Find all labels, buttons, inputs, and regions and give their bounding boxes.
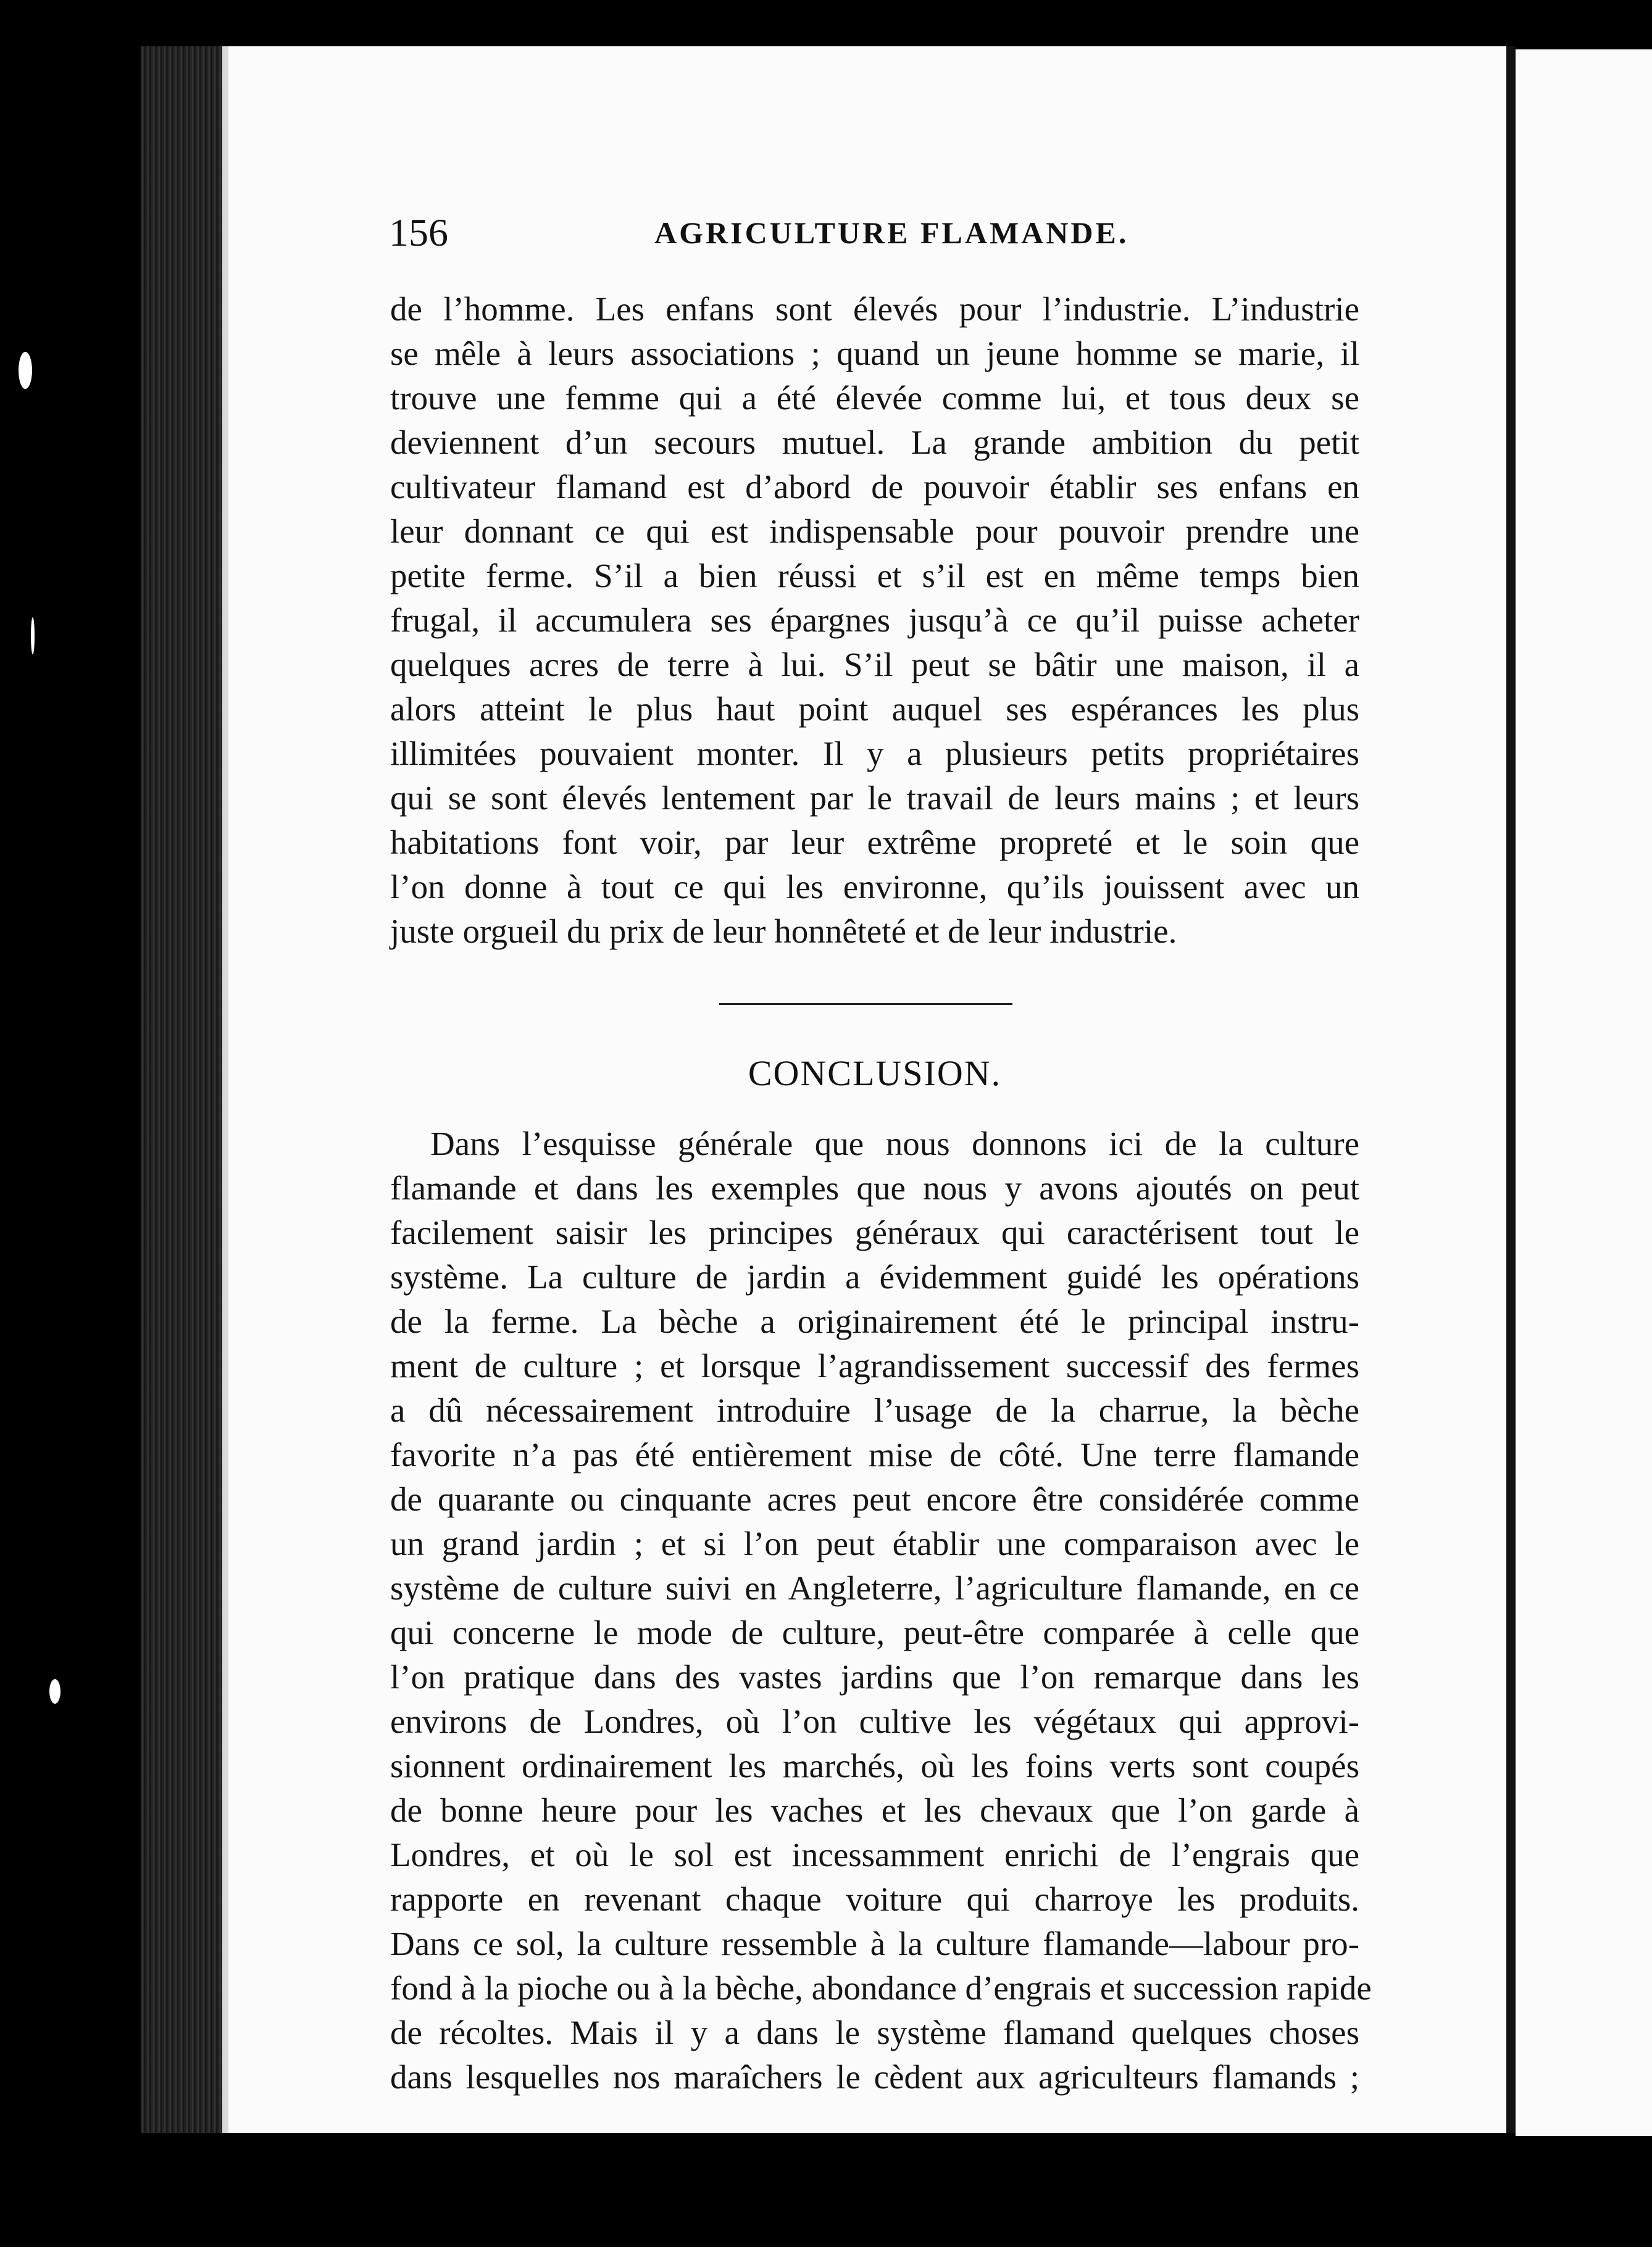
text-line: Dans ce sol, la culture ressemble à la culture flamande—labour pro- bbox=[390, 1925, 1359, 1962]
text-line: l’on pratique dans des vastes jardins que l’on remarque dans les bbox=[390, 1658, 1359, 1696]
scan-speck bbox=[31, 617, 35, 654]
text-line: Dans l’esquisse générale que nous donnons ici de la culture bbox=[430, 1125, 1359, 1162]
text-line: fond à la pioche ou à la bèche, abondance d’engrais et succession rapide bbox=[390, 1969, 1372, 2007]
text-line: de récoltes. Mais il y a dans le système flamand quelques choses bbox=[390, 2014, 1359, 2051]
text-line: se mêle à leurs associations ; quand un jeune homme se marie, il bbox=[390, 335, 1359, 372]
text-line: qui se sont élevés lentement par le travail de leurs mains ; et leurs bbox=[390, 779, 1359, 817]
text-line: favorite n’a pas été entièrement mise de côté. Une terre flamande bbox=[390, 1436, 1359, 1474]
text-line: alors atteint le plus haut point auquel ses espérances les plus bbox=[390, 690, 1359, 728]
text-line: système. La culture de jardin a évidemment guidé les opérations bbox=[390, 1258, 1359, 1296]
body-paragraph-2 bbox=[390, 1122, 1372, 2099]
scan-speck bbox=[19, 352, 32, 389]
section-heading: CONCLUSION. bbox=[748, 1053, 1002, 1093]
facing-page-edge bbox=[1516, 49, 1652, 2136]
text-line: rapporte en revenant chaque voiture qui charroye les produits. bbox=[390, 1880, 1359, 1918]
text-line: de bonne heure pour les vaches et les chevaux que l’on garde à bbox=[390, 1791, 1359, 1829]
text-line: trouve une femme qui a été élevée comme lui, et tous deux se bbox=[390, 379, 1359, 417]
text-line: quelques acres de terre à lui. S’il peut se bâtir une maison, il a bbox=[390, 646, 1359, 683]
running-head bbox=[389, 210, 1377, 265]
book-page-edges bbox=[141, 46, 233, 2133]
section-divider bbox=[719, 1003, 1012, 1005]
running-title: AGRICULTURE FLAMANDE. bbox=[654, 215, 1129, 250]
text-line: de quarante ou cinquante acres peut encore être considérée comme bbox=[390, 1480, 1359, 1518]
text-line: dans lesquelles nos maraîchers le cèdent aux agriculteurs flamands ; bbox=[390, 2058, 1359, 2096]
gutter-shadow bbox=[1506, 46, 1516, 2133]
text-line: habitations font voir, par leur extrême propreté et le soin que bbox=[390, 823, 1359, 861]
text-line: cultivateur flamand est d’abord de pouvoir établir ses enfans en bbox=[390, 468, 1359, 506]
text-line: flamande et dans les exemples que nous y avons ajoutés on peut bbox=[390, 1169, 1359, 1207]
text-line: environs de Londres, où l’on cultive les végétaux qui approvi- bbox=[390, 1703, 1359, 1740]
text-line: frugal, il accumulera ses épargnes jusqu’à ce qu’il puisse acheter bbox=[390, 601, 1359, 639]
text-line: petite ferme. S’il a bien réussi et s’il est en même temps bien bbox=[390, 557, 1359, 594]
text-line: sionnent ordinairement les marchés, où les foins verts sont coupés bbox=[390, 1747, 1359, 1785]
text-line: leur donnant ce qui est indispensable pour pouvoir prendre une bbox=[390, 512, 1359, 550]
text-line: système de culture suivi en Angleterre, l’agriculture flamande, en ce bbox=[390, 1569, 1359, 1607]
text-line: a dû nécessairement introduire l’usage de la charrue, la bèche bbox=[390, 1391, 1359, 1429]
scan-speck bbox=[49, 1679, 60, 1704]
text-line: qui concerne le mode de culture, peut-être comparée à celle que bbox=[390, 1614, 1359, 1651]
page-edge bbox=[222, 46, 228, 2133]
body-paragraph-1 bbox=[390, 287, 1359, 954]
text-line: de la ferme. La bèche a originairement été le principal instru- bbox=[390, 1303, 1359, 1340]
text-line: Londres, et où le sol est incessamment enrichi de l’engrais que bbox=[390, 1836, 1359, 1874]
text-line: de l’homme. Les enfans sont élevés pour l’industrie. L’industrie bbox=[390, 290, 1359, 328]
text-line: illimitées pouvaient monter. Il y a plusieurs petits propriétaires bbox=[390, 735, 1359, 772]
text-line: l’on donne à tout ce qui les environne, qu’ils jouissent avec un bbox=[390, 868, 1359, 906]
text-line: facilement saisir les principes généraux qui caractérisent tout le bbox=[390, 1214, 1359, 1251]
text-line: ment de culture ; et lorsque l’agrandissement successif des fermes bbox=[390, 1347, 1359, 1385]
text-line: juste orgueil du prix de leur honnêteté et de leur industrie. bbox=[390, 912, 1177, 950]
page-number: 156 bbox=[389, 211, 448, 254]
text-line: deviennent d’un secours mutuel. La grande ambition du petit bbox=[390, 423, 1359, 461]
text-line: un grand jardin ; et si l’on peut établir une comparaison avec le bbox=[390, 1525, 1359, 1562]
